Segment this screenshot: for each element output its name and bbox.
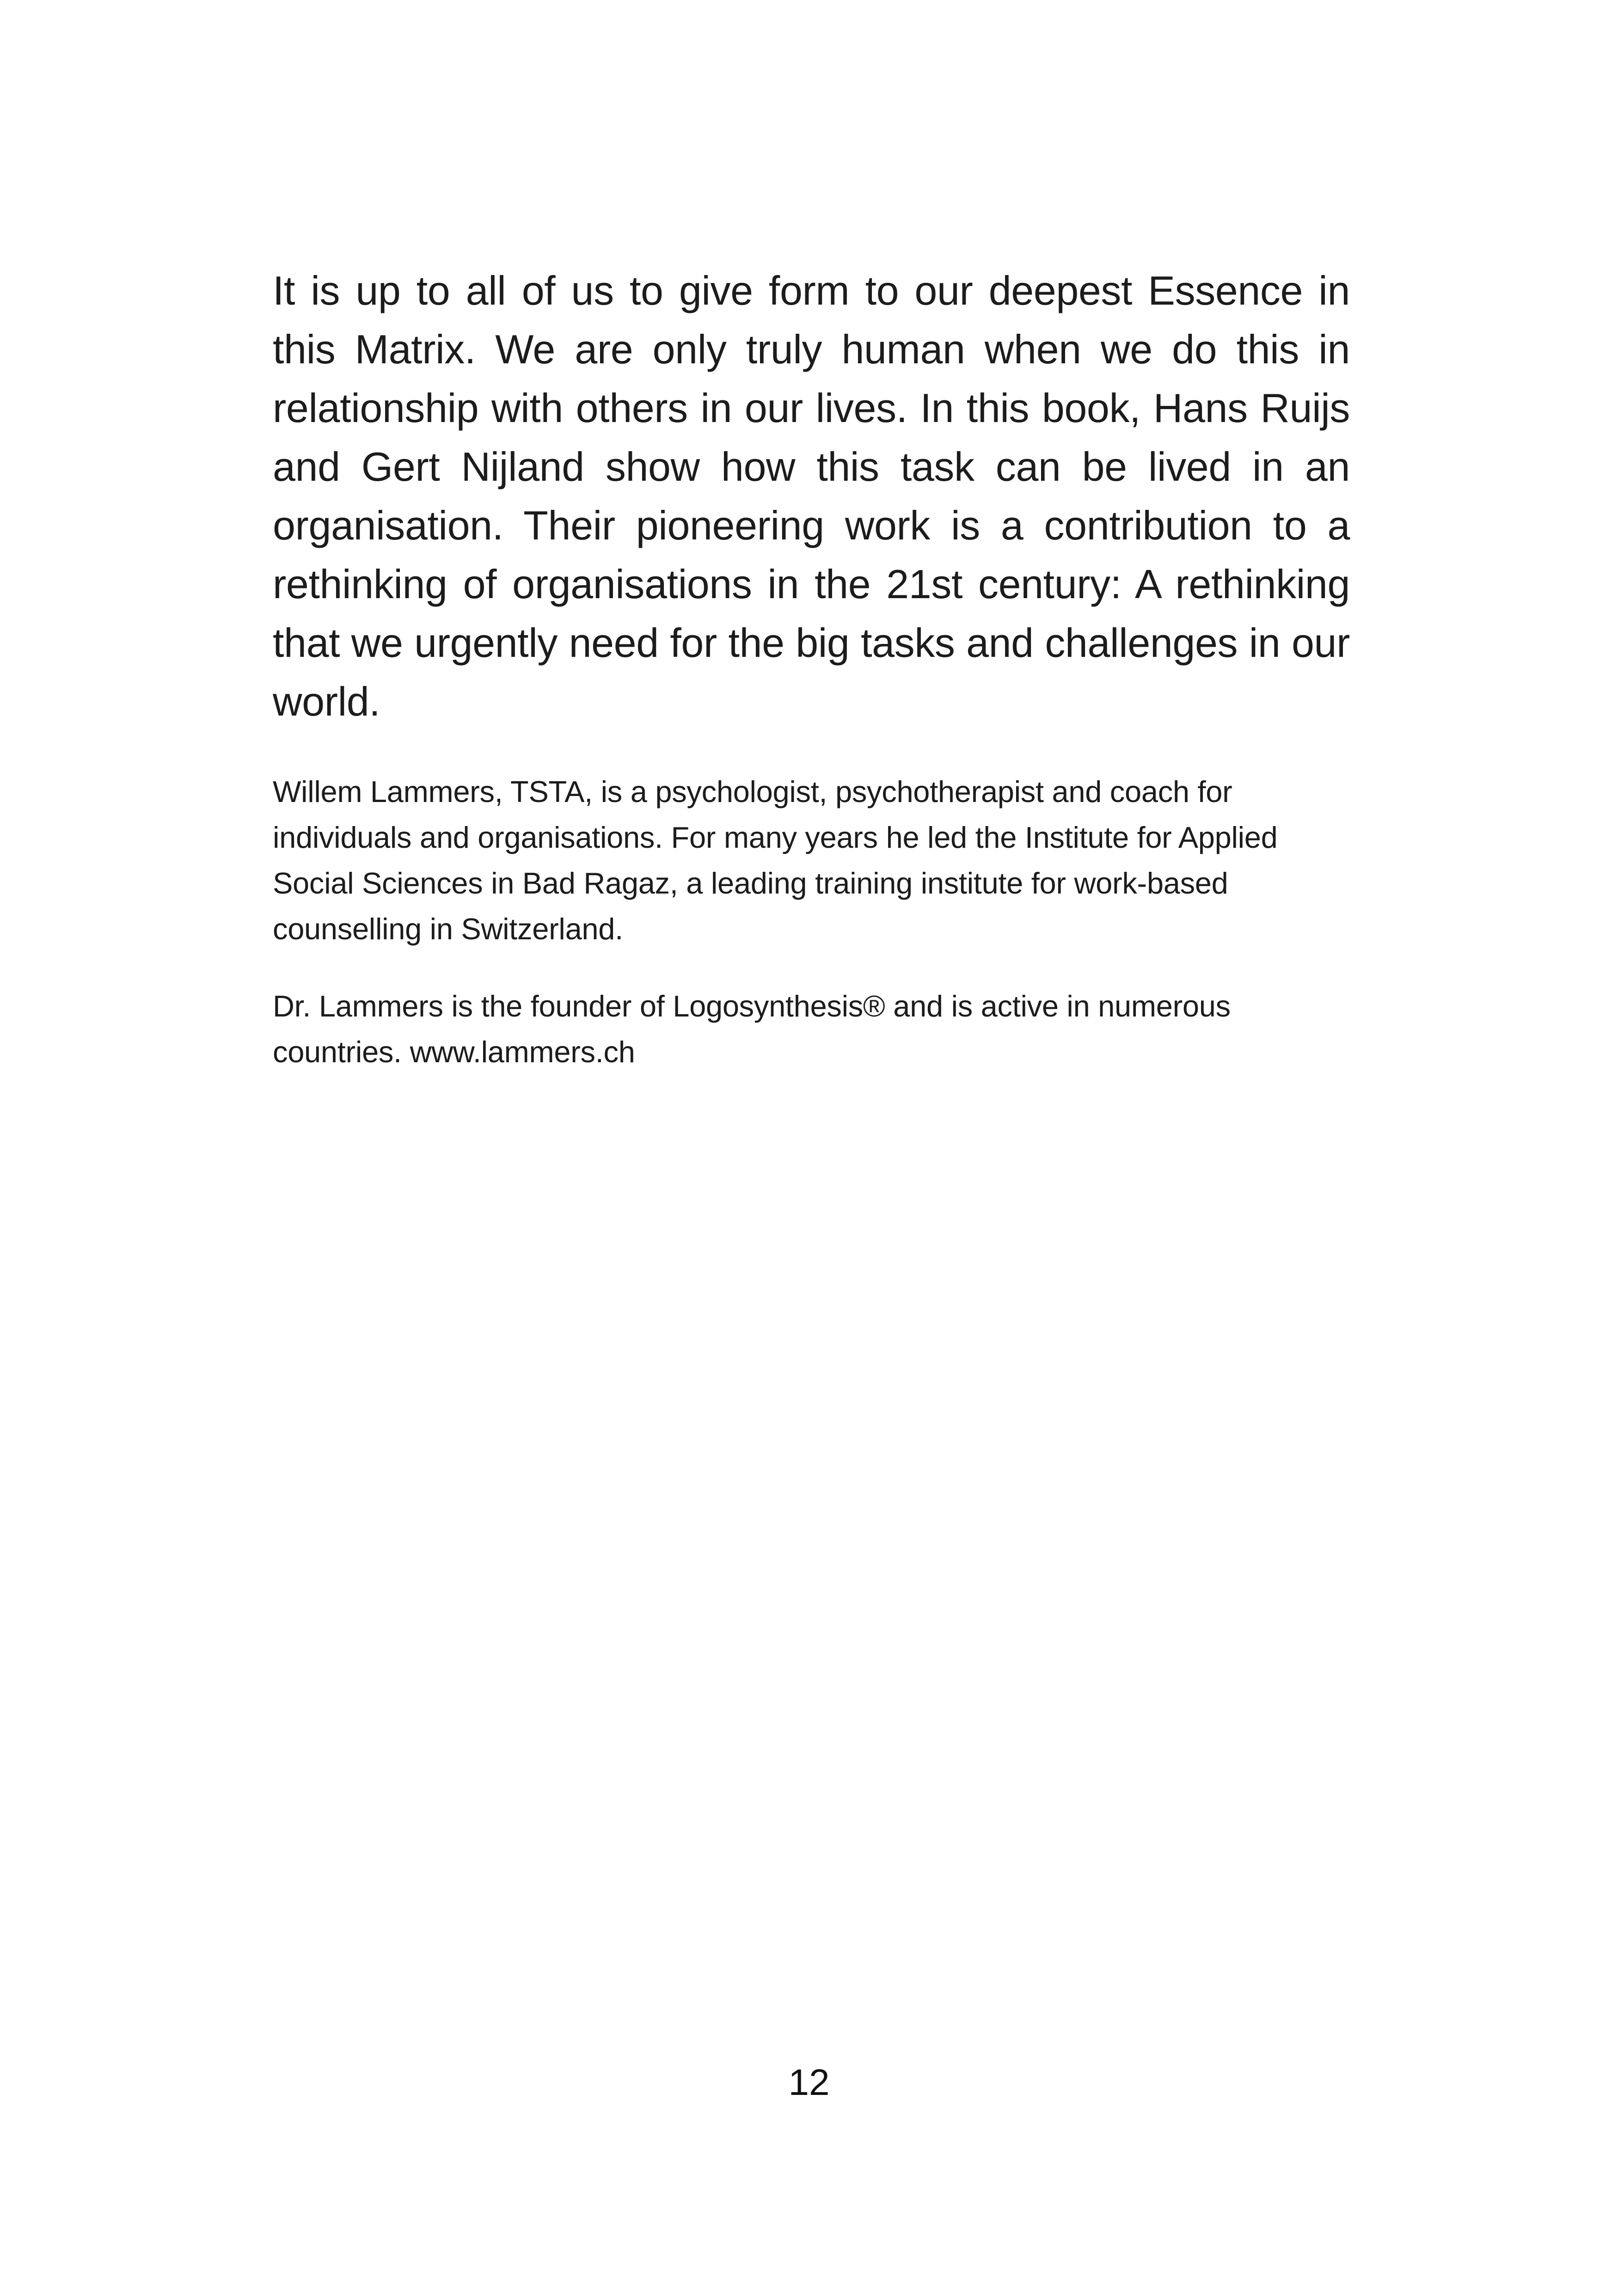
main-paragraph: It is up to all of us to give form to our deepest Essence in this Matrix. We are only truly human when we do this in relationship with others in our lives. In this book, Hans Ruijs and Gert Nijland show how this task can be lived in an organisation. Their pioneering work is a contribution to a rethinking of organisations in the 21st century: A rethinking that we urgently need for the big tasks and challenges in our world.: [273, 268, 1350, 724]
page-text-block: [273, 261, 1350, 1075]
author-bio-paragraph: Willem Lammers, TSTA, is a psychologist, psychotherapist and coach for individuals and organisations. For many years he led the Institute for Applied Social Sciences in Bad Ragaz, a leading training institute for work-based counselling in Switzerland.: [273, 775, 1278, 946]
author-founder-paragraph: Dr. Lammers is the founder of Logosynthesis® and is active in numerous countries. www.lammers.ch: [273, 989, 1231, 1069]
page-number: 12: [788, 2062, 830, 2103]
